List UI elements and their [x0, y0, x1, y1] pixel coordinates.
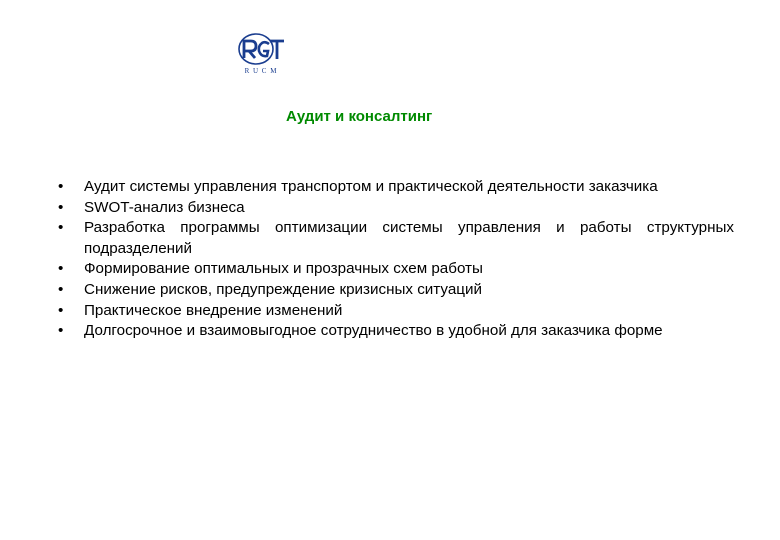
- company-logo: [234, 32, 288, 78]
- list-item: • Разработка программы оптимизации системы управления и работы структурных подразделений: [58, 218, 734, 259]
- list-item: • Аудит системы управления транспортом и практической деятельности заказчика: [58, 177, 734, 198]
- service-list: [58, 177, 734, 342]
- logo-caption: R U C M: [244, 67, 278, 75]
- list-item: • Практическое внедрение изменений: [58, 301, 734, 322]
- rgt-logo-icon: [234, 32, 288, 68]
- list-item: • Формирование оптимальных и прозрачных схем работы: [58, 259, 734, 280]
- page-title: Аудит и консалтинг: [286, 108, 433, 125]
- list-item: • Долгосрочное и взаимовыгодное сотрудничество в удобной для заказчика форме: [58, 321, 734, 342]
- list-item: • Снижение рисков, предупреждение кризисных ситуаций: [58, 280, 734, 301]
- list-item: • SWOT-анализ бизнеса: [58, 198, 734, 219]
